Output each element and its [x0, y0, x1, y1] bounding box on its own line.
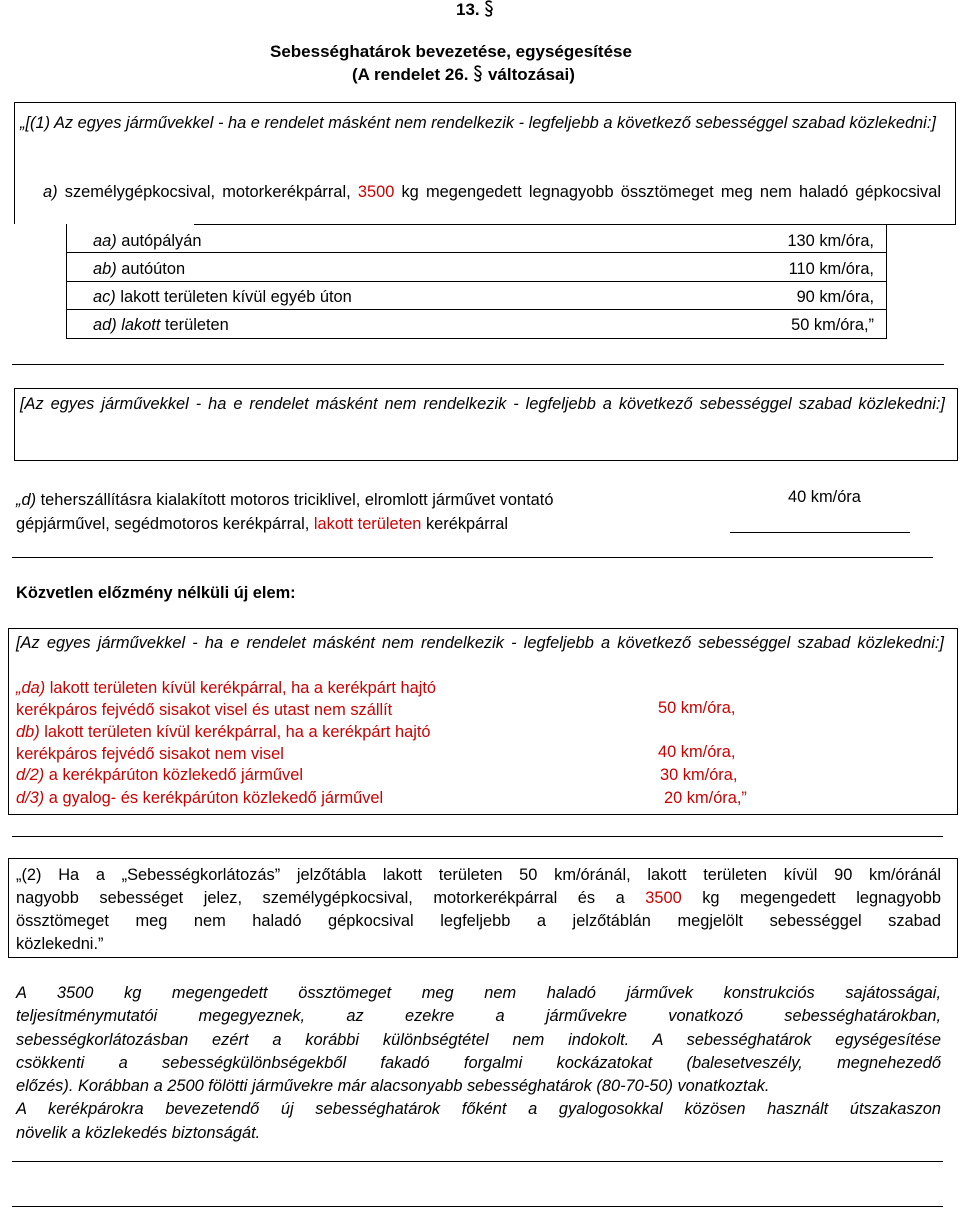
table-row: ad) lakott területen — [93, 316, 229, 334]
block1-top-rule — [14, 102, 956, 103]
item-d-value: 40 km/óra — [788, 488, 861, 506]
row-rule — [66, 309, 887, 310]
table-row: ac) lakott területen kívül egyéb úton — [93, 288, 352, 306]
block3-bottom-rule — [8, 814, 958, 815]
block1-right-rule — [955, 102, 956, 224]
block1-left-rule — [14, 102, 15, 224]
item-db: db) lakott területen kívül kerékpárral, ha a kerékpárt hajtó kerékpáros fejvédő sisakot nem visel — [16, 723, 431, 763]
item-d2: d/2) a kerékpárúton közlekedő járművel — [16, 766, 303, 784]
separator-rule — [12, 557, 933, 558]
table-row: aa) autópályán — [93, 232, 202, 250]
separator-rule — [12, 364, 944, 365]
page-subtitle: (A rendelet 26. változásai) — [352, 65, 575, 84]
explanation-text: A 3500 kg megengedett össztömeget meg nem haladó járművek konstrukciós sajátosságai, teljesítménymutatói megegyeznek, az ezekre a járművekre vonatkozó sebességhatárokban, sebességkorlátozásban ezért a korábbi különbségtétel nem indokolt. A sebességhatárok egységesítése csökkenti a sebességkülönbségekből fakadó forgalmi kockázatokat (balesetveszély, megnehezedő előzés). Korábban a 2500 fölötti járművekre már alacsonyabb sebességhatárok (80-70-50) vonatkoztak. A kerékpárokra bevezetendő új sebességhatárok főként a gyalogosokkal közösen használt útszakaszon növelik a közlekedés biztonságát. — [16, 984, 941, 1142]
table-row-value: 50 km/óra,” — [791, 316, 874, 334]
item-da-value: 50 km/óra, — [658, 699, 736, 717]
table-row-value: 130 km/óra, — [787, 232, 874, 250]
page-title: Sebességhatárok bevezetése, egységesítése — [270, 42, 632, 61]
block4-text: „(2) Ha a „Sebességkorlátozás” jelzőtábla lakott területen 50 km/óránál, lakott területen kívül 90 km/óránál nagyobb sebességet jelez, személygépkocsival, motorkerékpárral és a 3500 kg megengedett legnagyobb össztömeget meg nem haladó gépkocsival legfeljebb a jelzőtáblán megjelölt sebességgel szabad közlekedni.” — [16, 866, 942, 953]
new-element-heading: Közvetlen előzmény nélküli új elem: — [16, 584, 296, 602]
item-a: a) személygépkocsival, motorkerékpárral, 3500 kg megengedett legnagyobb össztömeget meg nem haladó gépkocsival — [43, 183, 941, 201]
item-da: „da) lakott területen kívül kerékpárral, ha a kerékpárt hajtó kerékpáros fejvédő sisakot visel és utast nem szállít — [16, 679, 437, 719]
item-db-value: 40 km/óra, — [658, 743, 736, 761]
table-row-value: 110 km/óra, — [788, 260, 874, 278]
item-d2-value: 30 km/óra, — [660, 766, 738, 784]
table-row: ab) autóúton — [93, 260, 186, 278]
section-sign-icon — [473, 65, 483, 82]
row-rule — [66, 281, 887, 282]
table-row-value: 90 km/óra, — [796, 288, 874, 306]
block1-intro: „[(1) Az egyes járművekkel - ha e rendelet másként nem rendelkezik - legfeljebb a következő sebességgel szabad közlekedni:] — [20, 114, 936, 132]
item-d-rule — [730, 532, 910, 533]
section-number: 13. — [456, 0, 494, 20]
section-sign-icon — [484, 0, 494, 17]
separator-rule — [12, 1206, 943, 1207]
block2-bottom-rule — [14, 460, 958, 461]
block3-intro: [Az egyes járművekkel - ha e rendelet másként nem rendelkezik - legfeljebb a következő sebességgel szabad közlekedni:] — [16, 634, 944, 652]
separator-rule — [12, 1161, 943, 1162]
item-d3-value: 20 km/óra,” — [664, 789, 747, 807]
separator-rule — [12, 836, 943, 837]
block2-intro: [Az egyes járművekkel - ha e rendelet másként nem rendelkezik - legfeljebb a következő sebességgel szabad közlekedni:] — [20, 395, 945, 413]
item-d: „d) teherszállításra kialakított motoros triciklivel, elromlott járművet vontató gépjárművel, segédmotoros kerékpárral, lakott területen kerékpárral — [16, 491, 554, 533]
item-d3: d/3) a gyalog- és kerékpárúton közlekedő járművel — [16, 789, 384, 807]
row-rule — [66, 252, 887, 253]
